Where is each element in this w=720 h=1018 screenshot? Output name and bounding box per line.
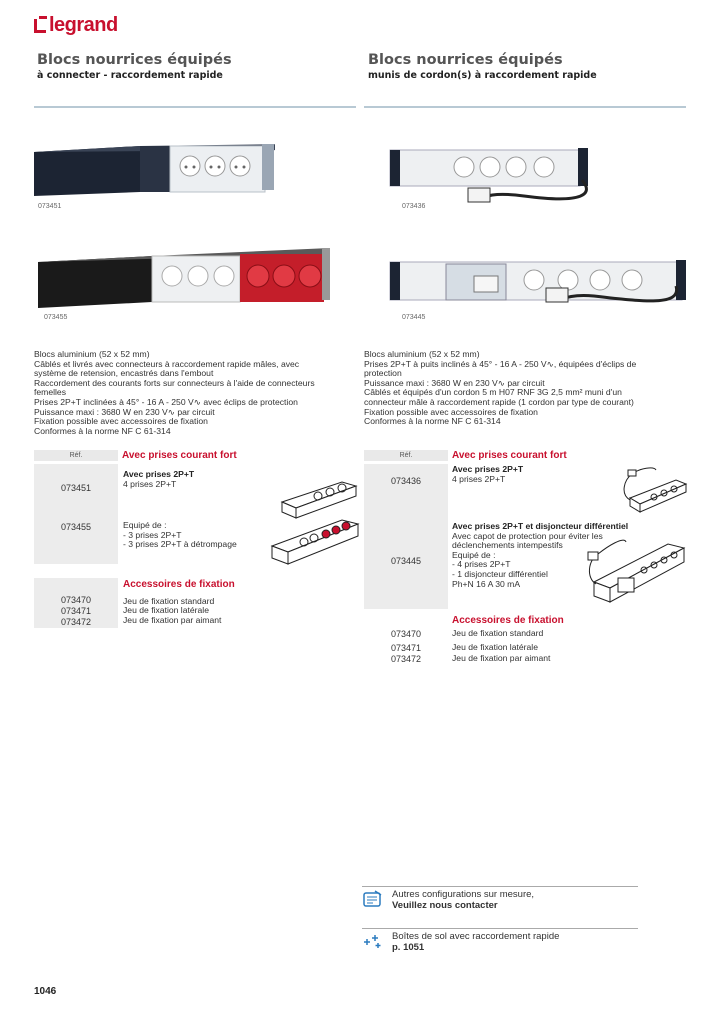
ref-code: 073470: [60, 595, 92, 605]
desc-line: femelles: [34, 387, 66, 398]
left-header: [37, 52, 357, 81]
section-title: Avec prises courant fort: [122, 450, 237, 461]
left-description: [34, 350, 359, 436]
left-title: Blocs nourrices équipés: [37, 52, 232, 68]
item-line: 4 prises 2P+T: [123, 478, 177, 489]
section-title: Accessoires de fixation: [123, 579, 235, 590]
page-number: 1046: [34, 986, 57, 997]
ref-column: [34, 464, 118, 564]
item-line: - 1 disjoncteur différentiel: [452, 568, 548, 579]
left-subtitle: à connecter - raccordement rapide: [37, 70, 223, 81]
ref-code: 073445: [390, 556, 422, 566]
desc-line: Fixation possible avec accessoires de fixation: [34, 416, 208, 427]
item-line: Equipé de :: [123, 520, 167, 530]
page-reference-link[interactable]: p. 1051: [392, 942, 425, 953]
desc-line: Prises 2P+T à puits inclinés à 45° - 16 A - 250 V∿, équipées d'éclips de: [364, 358, 637, 369]
accessory-label: Jeu de fixation latérale: [123, 605, 209, 615]
item-line: 4 prises 2P+T: [452, 473, 506, 484]
item-line: Avec capot de protection pour éviter les: [452, 530, 603, 541]
photo-ref-label: 073455: [44, 314, 68, 321]
item-line: Equipé de :: [452, 549, 496, 560]
right-rule: [364, 106, 686, 108]
desc-line: Puissance maxi : 3680 W en 230 V∿ par circuit: [34, 406, 215, 417]
item-073451: [123, 470, 194, 489]
item-line: - 3 prises 2P+T: [123, 529, 182, 540]
desc-line: connecteur mâle à raccordement rapide (1 cordon par type de courant): [364, 396, 634, 407]
floor-box-icon: [363, 931, 383, 949]
photo-ref-label: 073436: [402, 203, 426, 210]
desc-line: Câblés et livrés avec connecteurs à raccordement rapide mâles, avec: [34, 358, 300, 369]
note-line: Boîtes de sol avec raccordement rapide: [392, 931, 560, 942]
desc-line: Câblés et équipés d'un cordon 5 m H07 RNF 3G 2,5 mm² muni d'un: [364, 387, 622, 398]
accessory-label: Jeu de fixation standard: [123, 596, 215, 606]
legrand-logo: [34, 14, 118, 37]
desc-line: Puissance maxi : 3680 W en 230 V∿ par circuit: [364, 377, 545, 388]
accessory-label: Jeu de fixation par aimant: [123, 615, 222, 625]
right-header: [368, 52, 688, 81]
custom-config-icon: [363, 890, 383, 908]
right-subtitle: munis de cordon(s) à raccordement rapide: [368, 70, 597, 81]
product-drawing-073455: [268, 516, 360, 568]
ref-code: 073451: [60, 483, 92, 493]
accessory-label: Jeu de fixation standard: [452, 628, 544, 638]
section-title: Avec prises courant fort: [452, 450, 567, 461]
desc-line: Blocs aluminium (52 x 52 mm): [34, 349, 150, 359]
note-line: Autres configurations sur mesure,: [392, 889, 535, 900]
item-line: déclenchements intempestifs: [452, 540, 563, 551]
desc-line: système de retension, encastrés dans l'embout: [34, 368, 214, 379]
ref-code: 073436: [390, 476, 422, 486]
ref-code: 073472: [390, 654, 422, 664]
desc-line: Conformes à la norme NF C 61-314: [34, 425, 171, 436]
footer-rule: [362, 886, 638, 887]
item-line: Ph+N 16 A 30 mA: [452, 578, 521, 589]
footer-rule: [362, 928, 638, 929]
floor-box-note: [392, 931, 559, 953]
ref-header: Réf.: [364, 450, 448, 461]
logo-mark-icon: [34, 19, 46, 33]
desc-line: Conformes à la norme NF C 61-314: [364, 416, 501, 427]
photo-ref-label: 073445: [402, 314, 426, 321]
desc-line: Fixation possible avec accessoires de fixation: [364, 406, 538, 417]
item-line: - 4 prises 2P+T: [452, 559, 511, 570]
item-073436: [452, 465, 523, 484]
brand-name: legrand: [49, 14, 118, 36]
ref-header: Réf.: [34, 450, 118, 461]
item-title: Avec prises 2P+T et disjoncteur différentiel: [452, 521, 629, 531]
desc-line: Prises 2P+T inclinées à 45° - 16 A - 250 V∿ avec éclips de protection: [34, 396, 298, 407]
photo-ref-label: 073451: [38, 203, 62, 210]
section-title: Accessoires de fixation: [452, 615, 564, 626]
item-title: Avec prises 2P+T: [452, 464, 524, 474]
product-drawing-073436: [620, 464, 688, 514]
product-photo-073436: [364, 140, 596, 210]
desc-line: Blocs aluminium (52 x 52 mm): [364, 349, 480, 359]
accessory-label: Jeu de fixation latérale: [452, 642, 538, 652]
ref-code: 073470: [390, 629, 422, 639]
accessory-label: Jeu de fixation par aimant: [452, 653, 551, 663]
item-line: - 3 prises 2P+T à détrompage: [123, 539, 237, 550]
desc-line: protection: [364, 368, 402, 379]
right-title: Blocs nourrices équipés: [368, 52, 563, 68]
product-drawing-073445: [584, 530, 688, 610]
desc-line: Raccordement des courants forts sur connecteurs à l'aide de connecteurs: [34, 377, 315, 388]
item-title: Avec prises 2P+T: [123, 469, 195, 479]
custom-config-note: [392, 889, 534, 911]
item-073455: [123, 521, 237, 550]
right-description: [364, 350, 689, 427]
ref-code: 073471: [60, 606, 92, 616]
product-photo-073455: [34, 244, 334, 312]
ref-code: 073455: [60, 522, 92, 532]
ref-code: 073472: [60, 617, 92, 627]
product-photo-073451: [30, 138, 275, 200]
contact-link[interactable]: Veuillez nous contacter: [392, 900, 498, 911]
ref-code: 073471: [390, 643, 422, 653]
product-photo-073445: [364, 250, 686, 316]
left-rule: [34, 106, 356, 108]
product-drawing-073451: [278, 478, 358, 520]
right-table-header: [364, 450, 567, 461]
left-table-header: [34, 450, 237, 461]
